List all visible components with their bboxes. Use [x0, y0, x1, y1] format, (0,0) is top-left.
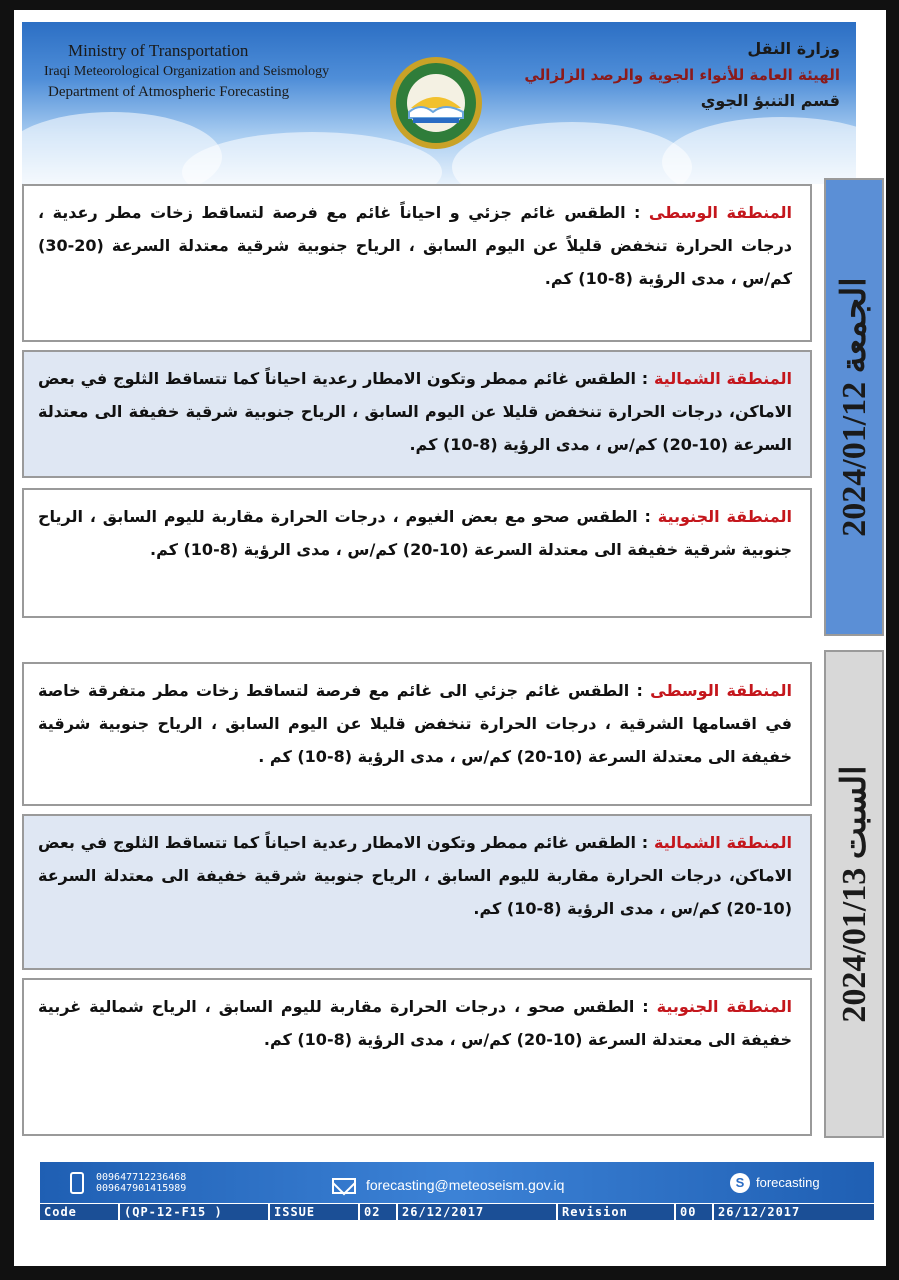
region-north: المنطقة الشمالية : الطقس غائم ممطر وتكون الامطار رعدية احياناً كما تتساقط الثلوج في بعض الاماكن، درجات الحرارة مقاربة لليوم السابق ، الرياح جنوبية شرقية خفيفة الى معتدلة السرعة (10-20) كم/س ، مدى الرؤية (8-10) كم.	[22, 814, 812, 970]
issue-label: ISSUE	[270, 1204, 360, 1220]
region-central: المنطقة الوسطى : الطقس غائم جزئي و احياناً غائم مع فرصة لتساقط زخات مطر رعدية ، درجات الحرارة تنخفض قليلاً عن اليوم السابق ، الرياح جنوبية شرقية معتدلة السرعة (20-30) كم/س ، مدى الرؤية (8-10) كم.	[22, 184, 812, 342]
region-south: المنطقة الجنوبية : الطقس صحو مع بعض الغيوم ، درجات الحرارة مقاربة لليوم السابق ، الرياح جنوبية شرقية خفيفة الى معتدلة السرعة (10-20) كم/س ، مدى الرؤية (8-10) كم.	[22, 488, 812, 618]
code-label: Code	[40, 1204, 120, 1220]
region-north: المنطقة الشمالية : الطقس غائم ممطر وتكون الامطار رعدية احياناً كما تتساقط الثلوج في بعض الاماكن، درجات الحرارة تنخفض قليلا عن اليوم السابق ، الرياح جنوبية شرقية خفيفة الى معتدلة السرعة (10-20) كم/س ، مدى الرؤية (8-10) كم.	[22, 350, 812, 478]
region-forecast: الطقس صحو ، درجات الحرارة مقاربة لليوم السابق ، الرياح شمالية غربية خفيفة الى معتدلة السرعة (10-20) كم/س ، مدى الرؤية (8-10) كم.	[38, 997, 792, 1049]
skype-icon: S	[730, 1173, 750, 1193]
day-block-saturday	[22, 650, 884, 1138]
day-tab	[824, 650, 884, 1138]
issue-number: 02	[360, 1204, 398, 1220]
day-label: الجمعة 2024/01/12	[836, 277, 873, 537]
revision-label: Revision	[558, 1204, 676, 1220]
header-arabic	[524, 36, 840, 114]
code-value: (QP-12-F15 )	[120, 1204, 270, 1220]
header-banner	[22, 22, 856, 184]
region-forecast: الطقس غائم ممطر وتكون الامطار رعدية احياناً كما تتساقط الثلوج في بعض الاماكن، درجات الحرارة مقاربة لليوم السابق ، الرياح جنوبية شرقية خفيفة الى معتدلة السرعة (10-20) كم/س ، مدى الرؤية (8-10) كم.	[38, 833, 792, 918]
region-forecast: الطقس غائم جزئي الى غائم مع فرصة لتساقط زخات مطر متفرقة خاصة في اقسامها الشرقية ، درجات الحرارة تنخفض قليلا عن اليوم السابق ، الرياح جنوبية شرقية خفيفة الى معتدلة السرعة (10-20) كم/س ، مدى الرؤية (8-10) كم .	[38, 681, 792, 766]
document-code-bar	[40, 1203, 874, 1220]
day-label: السبت 2024/01/13	[836, 765, 873, 1023]
organization-name-ar: الهيئة العامة للأنواء الجوية والرصد الزلزالي	[524, 66, 840, 84]
organization-name-en: Iraqi Meteorological Organization and Seismology	[44, 64, 330, 79]
header-english	[44, 40, 329, 103]
email-link[interactable]: forecasting@meteoseism.gov.iq	[366, 1177, 565, 1193]
phone-numbers	[96, 1172, 186, 1194]
region-name: المنطقة الشمالية	[653, 369, 793, 388]
department-name-ar: قسم التنبؤ الجوي	[700, 91, 840, 110]
issue-date: 26/12/2017	[398, 1204, 558, 1220]
revision-number: 00	[676, 1204, 714, 1220]
region-name: المنطقة الجنوبية	[656, 997, 792, 1016]
region-central: المنطقة الوسطى : الطقس غائم جزئي الى غائم مع فرصة لتساقط زخات مطر متفرقة خاصة في اقسامها الشرقية ، درجات الحرارة تنخفض قليلا عن اليوم السابق ، الرياح جنوبية شرقية خفيفة الى معتدلة السرعة (10-20) كم/س ، مدى الرؤية (8-10) كم .	[22, 662, 812, 806]
region-south: المنطقة الجنوبية : الطقس صحو ، درجات الحرارة مقاربة لليوم السابق ، الرياح شمالية غربية خفيفة الى معتدلة السرعة (10-20) كم/س ، مدى الرؤية (8-10) كم.	[22, 978, 812, 1136]
region-name: المنطقة الشمالية	[653, 833, 793, 852]
region-name: المنطقة الوسطى	[650, 681, 792, 700]
region-forecast: الطقس صحو مع بعض الغيوم ، درجات الحرارة مقاربة لليوم السابق ، الرياح جنوبية شرقية خفيفة الى معتدلة السرعة (10-20) كم/س ، مدى الرؤية (8-10) كم.	[38, 507, 792, 559]
revision-date: 26/12/2017	[718, 1205, 801, 1219]
department-name-en: Department of Atmospheric Forecasting	[48, 84, 290, 100]
phone-icon	[70, 1172, 84, 1194]
phone-number[interactable]: 009647901415989	[96, 1183, 187, 1194]
logo-emblem	[389, 56, 483, 150]
day-tab	[824, 178, 884, 636]
ministry-name-en: Ministry of Transportation	[68, 41, 249, 60]
region-forecast: الطقس غائم جزئي و احياناً غائم مع فرصة لتساقط زخات مطر رعدية ، درجات الحرارة تنخفض قليلاً عن اليوم السابق ، الرياح جنوبية شرقية معتدلة السرعة (20-30) كم/س ، مدى الرؤية (8-10) كم.	[38, 203, 792, 288]
ministry-name-ar: وزارة النقل	[747, 39, 840, 58]
skype-handle[interactable]: forecasting	[756, 1175, 820, 1190]
day-block-friday	[22, 178, 884, 636]
region-forecast: الطقس غائم ممطر وتكون الامطار رعدية احياناً كما تتساقط الثلوج في بعض الاماكن، درجات الحرارة تنخفض قليلا عن اليوم السابق ، الرياح جنوبية شرقية خفيفة الى معتدلة السرعة (10-20) كم/س ، مدى الرؤية (8-10) كم.	[38, 369, 792, 454]
mail-icon	[332, 1178, 356, 1194]
region-name: المنطقة الجنوبية	[657, 507, 792, 526]
footer-bar	[40, 1162, 874, 1220]
phone-number[interactable]: 009647712236468	[96, 1172, 187, 1183]
region-name: المنطقة الوسطى	[648, 203, 792, 222]
